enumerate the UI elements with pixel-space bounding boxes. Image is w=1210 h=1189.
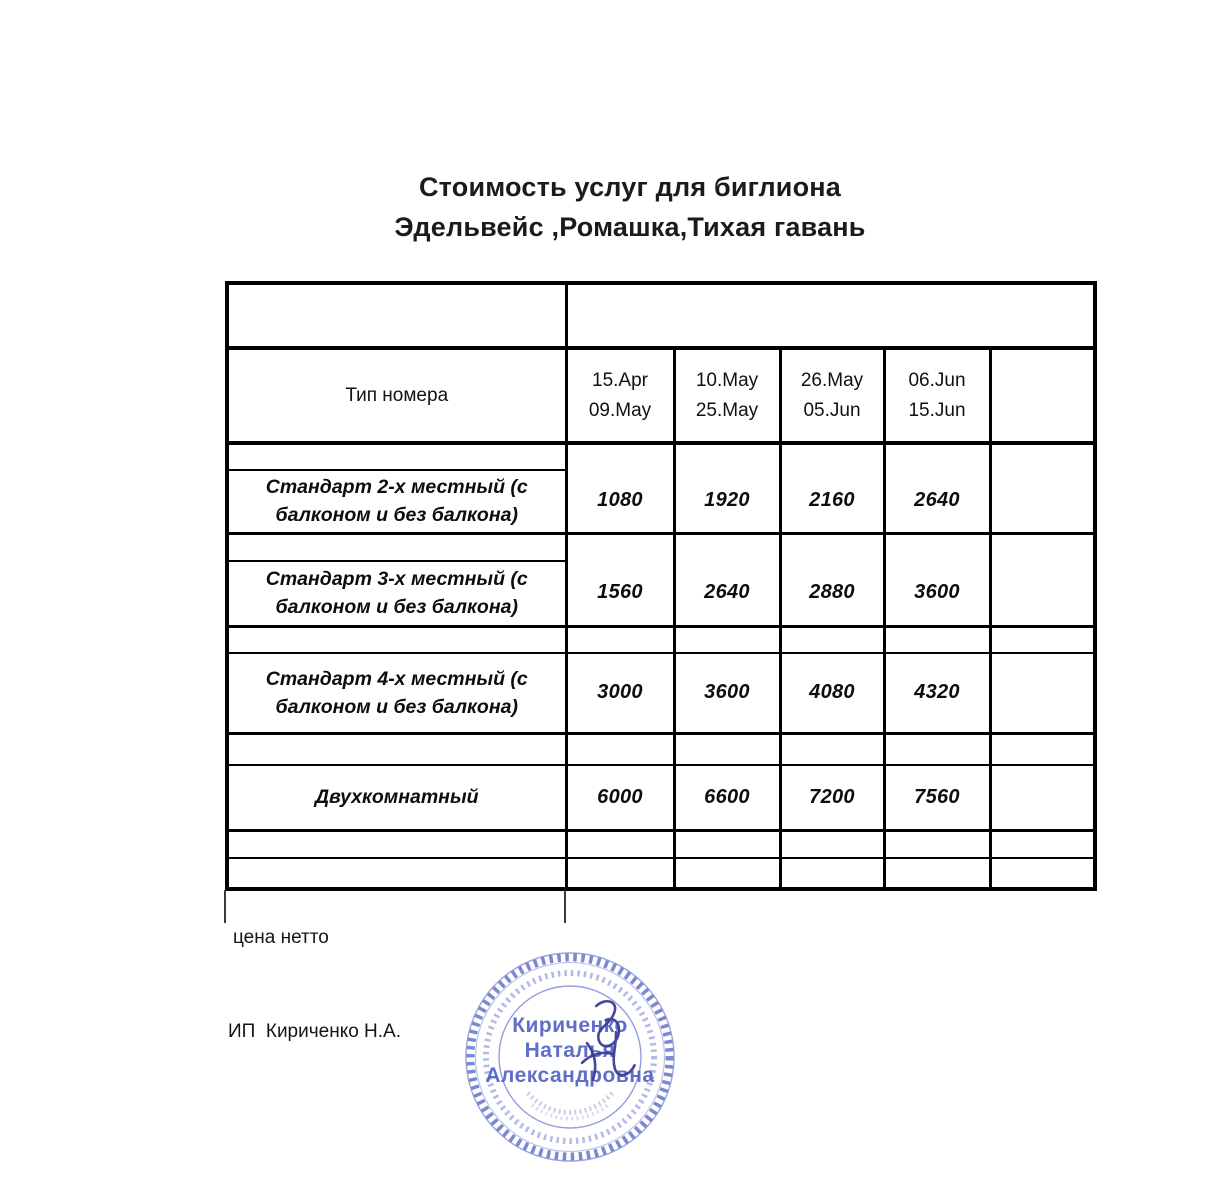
empty-header-cell xyxy=(990,348,1095,443)
spacer-row xyxy=(227,733,1095,765)
period-3-to: 05.Jun xyxy=(803,399,861,421)
table-row-standard-3 xyxy=(227,561,1095,626)
room-type-label: Стандарт 2-х местный (с балконом и без балкона) xyxy=(227,470,566,533)
empty-cell xyxy=(227,830,566,858)
empty-cell xyxy=(674,858,780,889)
price-cell: 6600 xyxy=(674,765,780,830)
table-row-two-room xyxy=(227,765,1095,830)
room-type-header-cell: Тип номера xyxy=(227,348,566,443)
stamp-name-line-2: Наталья xyxy=(524,1039,616,1062)
price-table xyxy=(225,281,1097,891)
price-cell: 2160 xyxy=(780,470,884,533)
table-stub-line-column xyxy=(564,890,566,923)
table-row-standard-4 xyxy=(227,653,1095,733)
empty-cell xyxy=(780,533,884,561)
empty-cell xyxy=(227,443,566,470)
document-title xyxy=(40,167,1210,247)
empty-cell xyxy=(884,533,990,561)
table-header-row xyxy=(227,348,1095,443)
empty-cell xyxy=(674,733,780,765)
empty-cell xyxy=(990,733,1095,765)
room-type-label: Стандарт 4-х местный (с балконом и без балкона) xyxy=(227,653,566,733)
spacer-row xyxy=(227,858,1095,889)
empty-cell-merged xyxy=(566,283,1095,348)
price-cell: 2880 xyxy=(780,561,884,626)
empty-cell xyxy=(227,733,566,765)
price-cell: 4080 xyxy=(780,653,884,733)
period-4-to: 15.Jun xyxy=(908,399,966,421)
empty-cell xyxy=(990,626,1095,653)
empty-cell xyxy=(780,626,884,653)
price-cell: 1560 xyxy=(566,561,674,626)
table-stub-line-left xyxy=(224,890,226,923)
empty-cell xyxy=(227,858,566,889)
table-row-empty-top xyxy=(227,283,1095,348)
price-cell: 6000 xyxy=(566,765,674,830)
round-stamp xyxy=(460,947,680,1167)
empty-cell xyxy=(566,858,674,889)
price-cell: 3000 xyxy=(566,653,674,733)
empty-cell xyxy=(990,533,1095,561)
empty-cell xyxy=(227,533,566,561)
entrepreneur-name: ИП Кириченко Н.А. xyxy=(228,1021,402,1042)
price-cell: 3600 xyxy=(674,653,780,733)
room-type-label: Двухкомнатный xyxy=(227,765,566,830)
stamp-name-line-3: Александровна xyxy=(485,1064,655,1087)
empty-cell xyxy=(780,733,884,765)
period-header-4 xyxy=(884,348,990,443)
empty-cell xyxy=(674,830,780,858)
empty-cell xyxy=(674,533,780,561)
stamp-faint-arc-text xyxy=(528,1093,612,1112)
price-cell: 7560 xyxy=(884,765,990,830)
empty-cell xyxy=(884,733,990,765)
empty-cell xyxy=(227,626,566,653)
period-header-3 xyxy=(780,348,884,443)
empty-cell xyxy=(990,830,1095,858)
period-header-2 xyxy=(674,348,780,443)
stamp-name-line-1: Кириченко xyxy=(512,1014,628,1037)
empty-cell xyxy=(990,858,1095,889)
empty-cell xyxy=(990,765,1095,830)
empty-cell xyxy=(884,443,990,470)
price-cell: 2640 xyxy=(674,561,780,626)
table-row-standard-2 xyxy=(227,470,1095,533)
spacer-row xyxy=(227,626,1095,653)
spacer-row xyxy=(227,443,1095,470)
empty-cell xyxy=(566,733,674,765)
empty-cell xyxy=(674,443,780,470)
price-cell: 1080 xyxy=(566,470,674,533)
empty-cell xyxy=(884,858,990,889)
empty-cell xyxy=(884,830,990,858)
period-header-1 xyxy=(566,348,674,443)
period-3-from: 26.May xyxy=(800,369,864,391)
period-1-from: 15.Apr xyxy=(592,369,648,391)
empty-cell xyxy=(990,561,1095,626)
price-cell: 1920 xyxy=(674,470,780,533)
empty-cell xyxy=(780,830,884,858)
title-line-1: Стоимость услуг для биглиона xyxy=(418,172,842,202)
spacer-row xyxy=(227,830,1095,858)
empty-cell xyxy=(990,470,1095,533)
empty-cell xyxy=(884,626,990,653)
empty-cell xyxy=(674,626,780,653)
empty-cell xyxy=(227,283,566,348)
empty-cell xyxy=(566,533,674,561)
net-price-note: цена нетто xyxy=(233,927,329,948)
price-cell: 7200 xyxy=(780,765,884,830)
stamp-center-text xyxy=(485,1014,654,1087)
period-2-from: 10.May xyxy=(695,369,759,391)
period-1-to: 09.May xyxy=(588,399,652,421)
empty-cell xyxy=(566,443,674,470)
period-2-to: 25.May xyxy=(695,399,759,421)
empty-cell xyxy=(990,653,1095,733)
empty-cell xyxy=(990,443,1095,470)
spacer-row xyxy=(227,533,1095,561)
title-line-2: Эдельвейс ,Ромашка,Тихая гавань xyxy=(394,212,866,242)
period-4-from: 06.Jun xyxy=(908,369,966,391)
room-type-label: Стандарт 3-х местный (с балконом и без балкона) xyxy=(227,561,566,626)
price-cell: 2640 xyxy=(884,470,990,533)
empty-cell xyxy=(566,830,674,858)
empty-cell xyxy=(780,443,884,470)
empty-cell xyxy=(780,858,884,889)
price-cell: 4320 xyxy=(884,653,990,733)
empty-cell xyxy=(566,626,674,653)
price-cell: 3600 xyxy=(884,561,990,626)
